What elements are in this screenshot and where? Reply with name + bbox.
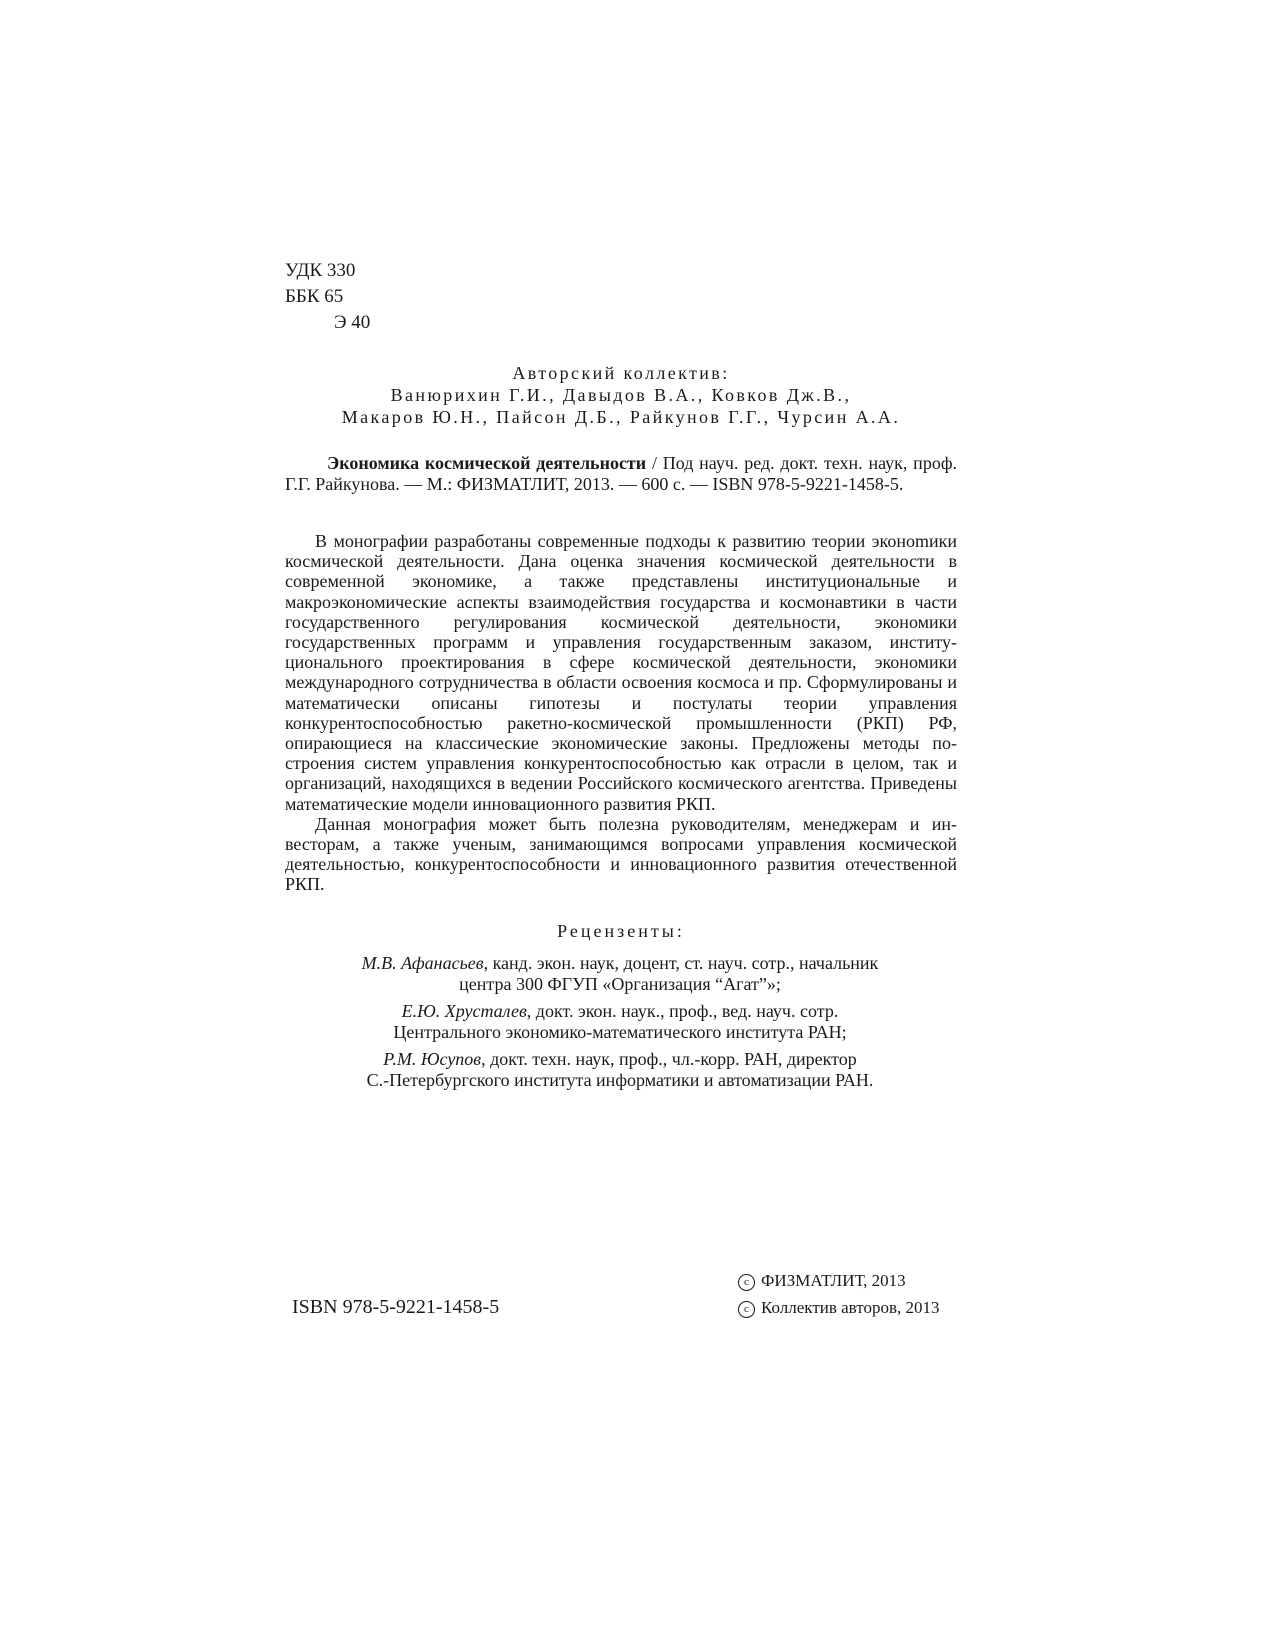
reviewers-heading: Рецензенты: [557, 921, 685, 941]
bbk-code: ББК 65 [285, 286, 344, 307]
biblio-details: / Под науч. ред. докт. техн. наук, проф. Г.Г. Райкунова. — М.: ФИЗМАТЛИТ, 2013. — 600 с. — ISBN 978-5-9221-1458-5. [285, 453, 957, 494]
reviewer-entry [300, 1001, 940, 1042]
classification-codes [285, 258, 370, 336]
copyright-block [738, 1267, 940, 1321]
book-title: Экономика космической деятельности [327, 453, 647, 473]
copyright-authors: Коллектив авторов, 2013 [761, 1298, 940, 1317]
reviewer-line-1 [300, 953, 940, 974]
authors-line-1: Ванюрихин Г.И., Давыдов В.А., Ковков Дж.В., [390, 385, 852, 405]
authors-line-2: Макаров Ю.Н., Пайсон Д.Б., Райкунов Г.Г., Чурсин А.А. [341, 407, 901, 427]
reviewer-name: М.В. Афанасьев [361, 953, 484, 973]
author-collective [285, 362, 957, 428]
reviewer-name: Е.Ю. Хрусталев [401, 1001, 527, 1021]
author-mark: Э 40 [334, 312, 371, 333]
reviewer-credentials: , докт. техн. наук, проф., чл.-корр. РАН, директор [481, 1049, 857, 1069]
abstract-paragraph-1: В монографии разработаны современные подходы к развитию теории эконоmики космической деятельности. Дана оценка значения космической деятельности в современной экономике, а также представлены институциональные и макроэкономические аспекты взаимодействия государства и космонавтики в части государственного регулирования космической деятельности, экономики государственных программ и управления государственным заказом, институционального проектирования в сфере космической деятельности, экономики международного сотрудничества в области освоения космоса и пр. Сформулированы и математически описаны гипотезы и постулаты теории управления конкурентоспособностью ракетно-космической промышленности (РКП) РФ, опирающиеся на классические экономические законы. Предложены методы построения систем управления конкурентоспособностью как отрасли в целом, так и организаций, находящихся в ведении Российского космического агентства. Приведены математические модели инновационного развития РКП. [285, 531, 957, 814]
reviewer-affiliation: центра 300 ФГУП «Организация “Агат”»; [459, 973, 781, 994]
reviewer-credentials: , докт. экон. наук., проф., вед. науч. сотр. [526, 1001, 839, 1021]
copyright-line-1 [738, 1267, 940, 1294]
reviewer-entry [300, 1049, 940, 1090]
biblio-paragraph [285, 453, 957, 495]
reviewer-affiliation: С.-Петербургского института информатики и автоматизации РАН. [366, 1069, 874, 1090]
isbn: ISBN 978-5-9221-1458-5 [292, 1296, 500, 1318]
reviewer-affiliation: Центрального экономико-математического института РАН; [393, 1021, 847, 1042]
reviewer-line-1 [300, 1049, 940, 1070]
reviewers-list [300, 953, 940, 1097]
udk-code: УДК 330 [285, 260, 356, 281]
copyright-icon: c [738, 1274, 755, 1291]
copyright-publisher: ФИЗМАТЛИТ, 2013 [761, 1271, 906, 1290]
abstract [285, 531, 957, 895]
reviewer-entry [300, 953, 940, 994]
reviewer-line-1 [300, 1001, 940, 1022]
copyright-icon: c [738, 1301, 755, 1318]
reviewer-name: Р.М. Юсупов [383, 1049, 482, 1069]
bibliographic-record [285, 453, 957, 495]
reviewer-credentials: , канд. экон. наук, доцент, ст. науч. сотр., начальник [483, 953, 879, 973]
abstract-paragraph-2: Данная монография может быть полезна руководителям, менеджерам и инвесторам, а также ученым, занимающимся вопросами управления космической деятельностью, конкурентоспособности и инновационного развития отечественной РКП. [285, 813, 957, 895]
copyright-line-2 [738, 1294, 940, 1321]
authors-heading: Авторский коллектив: [512, 363, 730, 383]
